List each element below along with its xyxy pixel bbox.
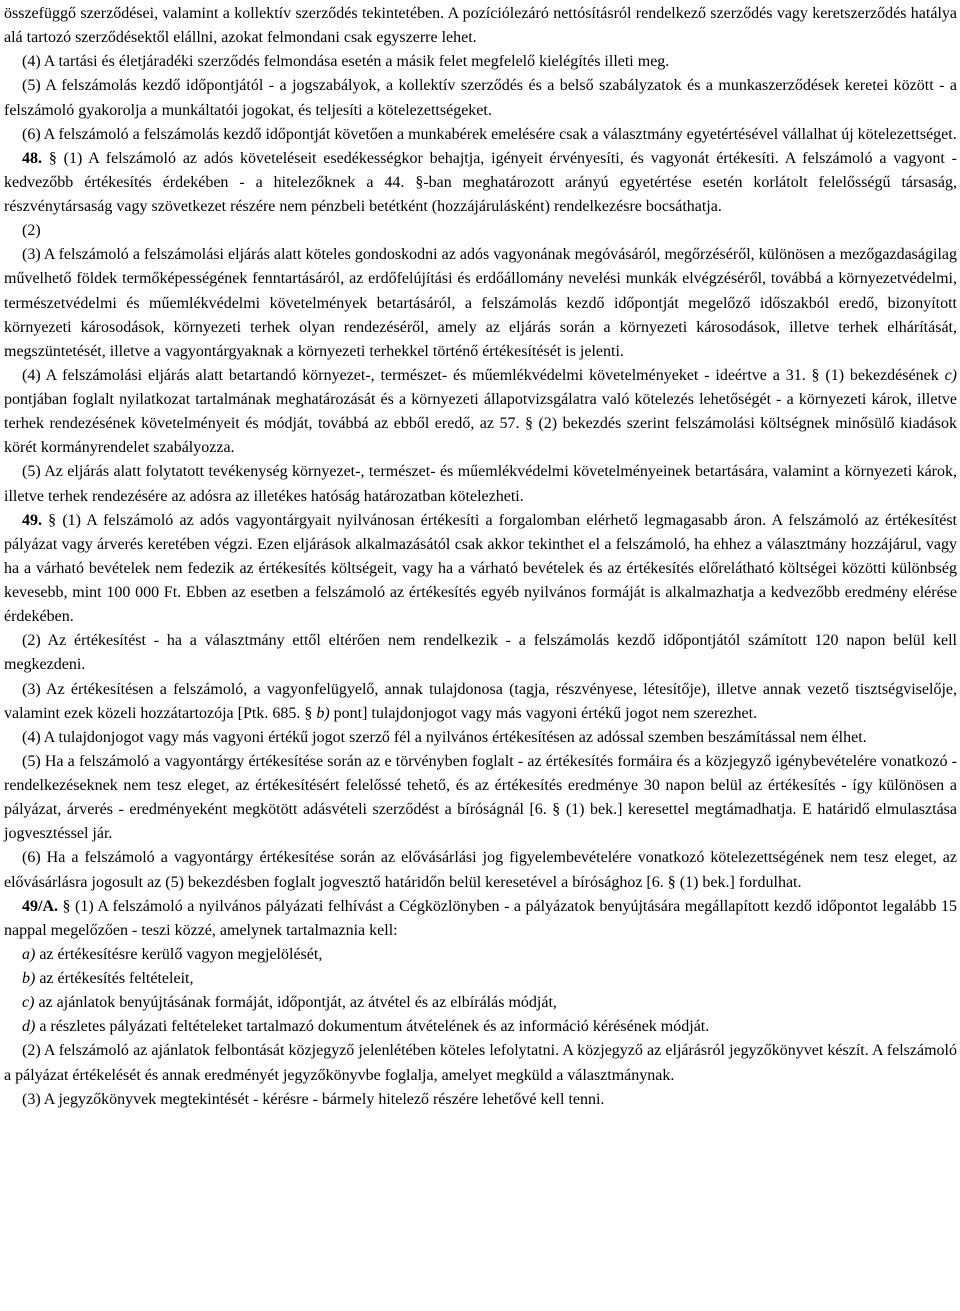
paragraph-p11 <box>4 629 957 677</box>
paragraph-p2 <box>4 50 957 74</box>
paragraph-p21 <box>4 1039 957 1087</box>
paragraph-p20 <box>4 1015 957 1039</box>
paragraph-text: (4) A tulajdonjogot vagy más vagyoni értékű jogot szerző fél a nyilvános értékesítésen az adóssal szemben beszámítással nem élhet. <box>22 728 867 746</box>
paragraph-p7 <box>4 243 957 364</box>
paragraph-text: pontjában foglalt nyilatkozat tartalmának meghatározását és a környezeti állapotvizsgálatra való kötelezés lehetőségét - a környezeti károk, illetve terhek rendezésének követelményeit és módját, továbbá az ebből eredő, az 57. § (2) bekezdés szerint felszámolási költségnek minősülő kiadások körét kormányrendelet szabályozza. <box>4 391 957 457</box>
section-number: 49/A. <box>22 897 58 915</box>
paragraph-text: (6) A felszámoló a felszámolás kezdő időpontját követően a munkabérek emelésére csak a választmány egyetértésével vállalhat új kötelezettséget. <box>22 125 957 143</box>
point-letter: b) <box>22 970 36 987</box>
paragraph-text: (5) Ha a felszámoló a vagyontárgy értékesítése során az e törvényben foglalt - az értékesítés formáira és a közjegyző igénybevételére vonatkozó - rendelkezéseknek nem tesz eleget, az értékesítésért felelőssé tehető, és az értékesítés eredménye 30 napon belül az értékesítés - így különösen a pályázat, árverés - eredményeként megkötött adásvételi szerződést a bíróságnál [6. § (1) bek.] keresettel megtámadhatja. E határidő elmulasztása jogvesztéssel jár. <box>4 752 957 843</box>
paragraph-text: az értékesítés feltételeit, <box>35 970 194 987</box>
document-page <box>4 2 957 1112</box>
paragraph-p14 <box>4 750 957 847</box>
paragraph-p13 <box>4 726 957 750</box>
paragraph-text: (5) A felszámolás kezdő időpontjától - a jogszabályok, a kollektív szerződés és a belső szabályzatok és a munkaszerződések keretei között - a felszámoló gyakorolja a munkáltatói jogokat, és teljesíti a kötelezettségeket. <box>4 77 957 119</box>
point-letter: d) <box>22 1018 36 1036</box>
paragraph-p18 <box>4 967 957 991</box>
paragraph-p4 <box>4 123 957 147</box>
paragraph-p9 <box>4 460 957 508</box>
paragraph-p6 <box>4 219 957 243</box>
section-number: 49. <box>22 511 42 529</box>
paragraph-text: (4) A tartási és életjáradéki szerződés felmondása esetén a másik felet megfelelő kielégítés illeti meg. <box>22 53 670 71</box>
paragraph-text: összefüggő szerződései, valamint a kollektív szerződés tekintetében. A pozíciólezáró nettósításról rendelkező szerződés vagy keretszerződés hatálya alá tartozó szerződésektől elállni, azokat felmondani csak egyszerre lehet. <box>4 5 957 47</box>
paragraph-p10 <box>4 509 957 630</box>
point-letter: b) <box>316 704 330 722</box>
paragraph-p12 <box>4 678 957 726</box>
paragraph-p17 <box>4 943 957 967</box>
paragraph-p3 <box>4 74 957 122</box>
point-letter: c) <box>944 366 957 384</box>
paragraph-text: az értékesítésre kerülő vagyon megjelölését, <box>35 945 323 963</box>
paragraph-text: (2) A felszámoló az ajánlatok felbontását közjegyző jelenlétében köteles lefolytatni. A közjegyző az eljárásról jegyzőkönyvet készít. A felszámoló a pályázat értékelését és annak eredményét jegyzőkönyvbe foglalja, amelyet megküld a választmánynak. <box>4 1042 957 1084</box>
point-letter: c) <box>22 994 35 1012</box>
section-number: 48. <box>22 149 42 167</box>
paragraph-text: § (1) A felszámoló az adós követeléseit esedékességkor behajtja, igényeit érvényesíti, és vagyonát értékesíti. A felszámoló a vagyont - kedvezőbb értékesítés érdekében - a hitelezőknek a 44. §-ban meghatározott arányú egyetértése esetén korlátolt felelősségű társaság, részvénytársaság vagy szövetkezet részére nem pénzbeli betétként (hozzájárulásként) rendelkezésre bocsáthatja. <box>4 149 957 215</box>
paragraph-text: pont] tulajdonjogot vagy más vagyoni értékű jogot nem szerezhet. <box>329 704 758 722</box>
paragraph-p22 <box>4 1088 957 1112</box>
paragraph-text: (3) Az értékesítésen a felszámoló, a vagyonfelügyelő, annak tulajdonosa (tagja, részvényese, létesítője), illetve annak vezető tisztségviselője, valamint ezek közeli hozzátartozója [Ptk. 685. § <box>4 680 957 722</box>
paragraph-text: (4) A felszámolási eljárás alatt betartandó környezet-, természet- és műemlékvédelmi követelményeket - ideértve a 31. § (1) bekezdésének <box>22 366 945 384</box>
paragraph-p1 <box>4 2 957 50</box>
paragraph-p19 <box>4 991 957 1015</box>
paragraph-text: (3) A felszámoló a felszámolási eljárás alatt köteles gondoskodni az adós vagyonának megóvásáról, megőrzéséről, különösen a mezőgazdaságilag művelhető földek termőképességének fenntartásáról, az erdőfelújítási és erdőállomány nevelési munkák elvégzéséről, továbbá a környezetvédelmi, természetvédelmi és műemlékvédelmi követelmények betartásáról, a felszámolás kezdő időpontját megelőző időszakból eredő, bizonyított környezeti károsodások, környezeti terhek olyan rendezéséről, amely az eljárás során a környezeti károsodások, illetve terhek elhárítását, megszüntetését, illetve a vagyontárgyaknak a környezeti terhekkel történő értékesítését is jelenti. <box>4 246 957 360</box>
point-letter: a) <box>22 945 36 963</box>
paragraph-p8 <box>4 364 957 461</box>
paragraph-text: (3) A jegyzőkönyvek megtekintését - kérésre - bármely hitelező részére lehetővé kell tenni. <box>22 1090 605 1108</box>
paragraph-text: (2) <box>22 222 41 240</box>
paragraph-p16 <box>4 895 957 943</box>
paragraph-text: § (1) A felszámoló az adós vagyontárgyait nyilvánosan értékesíti a forgalomban elérhető legmagasabb áron. A felszámoló az értékesítést pályázat vagy árverés keretében végzi. Ezen eljárások alkalmazásától csak akkor tekinthet el a felszámoló, ha ehhez a választmány hozzájárul, vagy ha a várható bevételek nem fedezik az értékesítés költségeit, vagy ha a várható bevételek és az értékesítés előrelátható költségei közötti különbség kevesebb, mint 100 000 Ft. Ebben az esetben a felszámoló az értékesítés egyéb nyilvános formáját is alkalmazhatja a kedvezőbb eredmény elérése érdekében. <box>4 511 957 626</box>
paragraph-text: a részletes pályázati feltételeket tartalmazó dokumentum átvételének és az információ kérésének módját. <box>35 1018 710 1036</box>
paragraph-p5 <box>4 147 957 219</box>
paragraph-text: (2) Az értékesítést - ha a választmány ettől eltérően nem rendelkezik - a felszámolás kezdő időpontjától számított 120 napon belül kell megkezdeni. <box>4 632 957 674</box>
paragraph-text: az ajánlatok benyújtásának formáját, időpontját, az átvétel és az elbírálás módját, <box>34 994 557 1012</box>
paragraph-p15 <box>4 846 957 894</box>
paragraph-text: (5) Az eljárás alatt folytatott tevékenység környezet-, természet- és műemlékvédelmi követelményeinek betartására, valamint a környezeti károk, illetve terhek rendezésére az adósra az illetékes hatóság határozatban kötelezheti. <box>4 463 957 505</box>
paragraph-text: § (1) A felszámoló a nyilvános pályázati felhívást a Cégközlönyben - a pályázatok benyújtására megállapított kezdő időpontot legalább 15 nappal megelőzően - teszi közzé, amelynek tartalmaznia kell: <box>4 897 957 939</box>
paragraph-text: (6) Ha a felszámoló a vagyontárgy értékesítése során az elővásárlási jog figyelembevételére vonatkozó kötelezettségének nem tesz eleget, az elővásárlásra jogosult az (5) bekezdésben foglalt jogvesztő határidőn belül keresetével a bírósághoz [6. § (1) bek.] fordulhat. <box>4 849 957 891</box>
